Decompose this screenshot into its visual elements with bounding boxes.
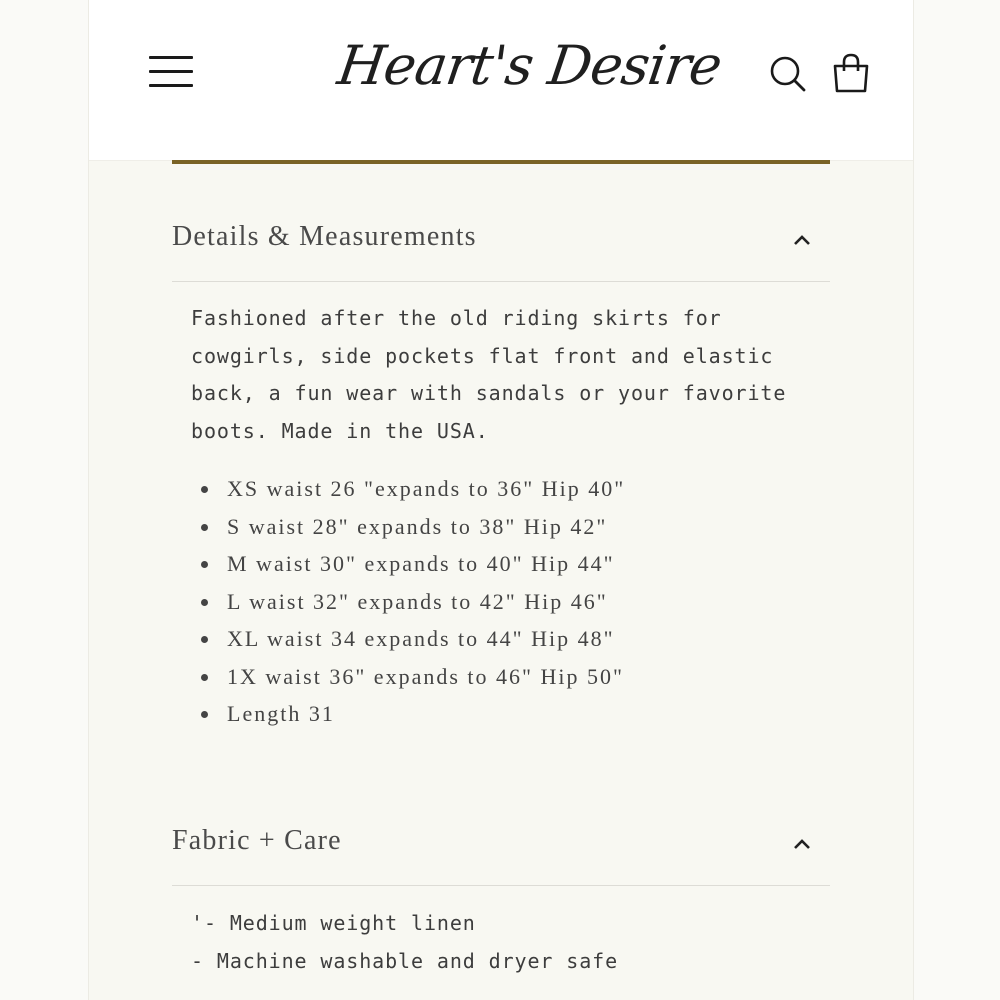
product-description: Fashioned after the old riding skirts for cowgirls, side pockets flat front and elastic back, a fun wear with sandals or your favorite boots. Made in the USA. xyxy=(191,306,787,443)
details-title: Details & Measurements xyxy=(172,221,477,252)
size-item-length: Length 31 xyxy=(191,695,625,733)
size-item-s: S waist 28" expands to 38" Hip 42" xyxy=(191,508,625,546)
details-accordion-header[interactable] xyxy=(172,171,830,282)
logo-text: Heart's Desire xyxy=(333,34,726,97)
fabric-care-content xyxy=(191,905,618,980)
site-header xyxy=(89,0,913,161)
size-item-l: L waist 32" expands to 42" Hip 46" xyxy=(191,583,625,621)
size-item-m: M waist 30" expands to 40" Hip 44" xyxy=(191,545,625,583)
chevron-up-icon[interactable] xyxy=(792,233,812,247)
site-logo[interactable] xyxy=(333,18,726,118)
chevron-up-icon[interactable] xyxy=(792,837,812,851)
size-measurement-list xyxy=(191,470,625,733)
fabric-care-accordion-header[interactable] xyxy=(172,775,830,886)
care-line-fabric: '- Medium weight linen xyxy=(191,911,476,935)
size-item-xs: XS waist 26 "expands to 36" Hip 40" xyxy=(191,470,625,508)
size-item-xl: XL waist 34 expands to 44" Hip 48" xyxy=(191,620,625,658)
search-icon[interactable] xyxy=(769,55,807,93)
hamburger-menu-icon[interactable] xyxy=(147,52,195,92)
accent-divider xyxy=(172,160,830,164)
product-page xyxy=(88,0,914,1000)
logo-wordmark xyxy=(333,18,726,118)
size-item-1x: 1X waist 36" expands to 46" Hip 50" xyxy=(191,658,625,696)
fabric-care-title: Fabric + Care xyxy=(172,825,342,856)
care-line-washing: - Machine washable and dryer safe xyxy=(191,948,619,973)
shopping-bag-icon[interactable] xyxy=(831,52,871,94)
